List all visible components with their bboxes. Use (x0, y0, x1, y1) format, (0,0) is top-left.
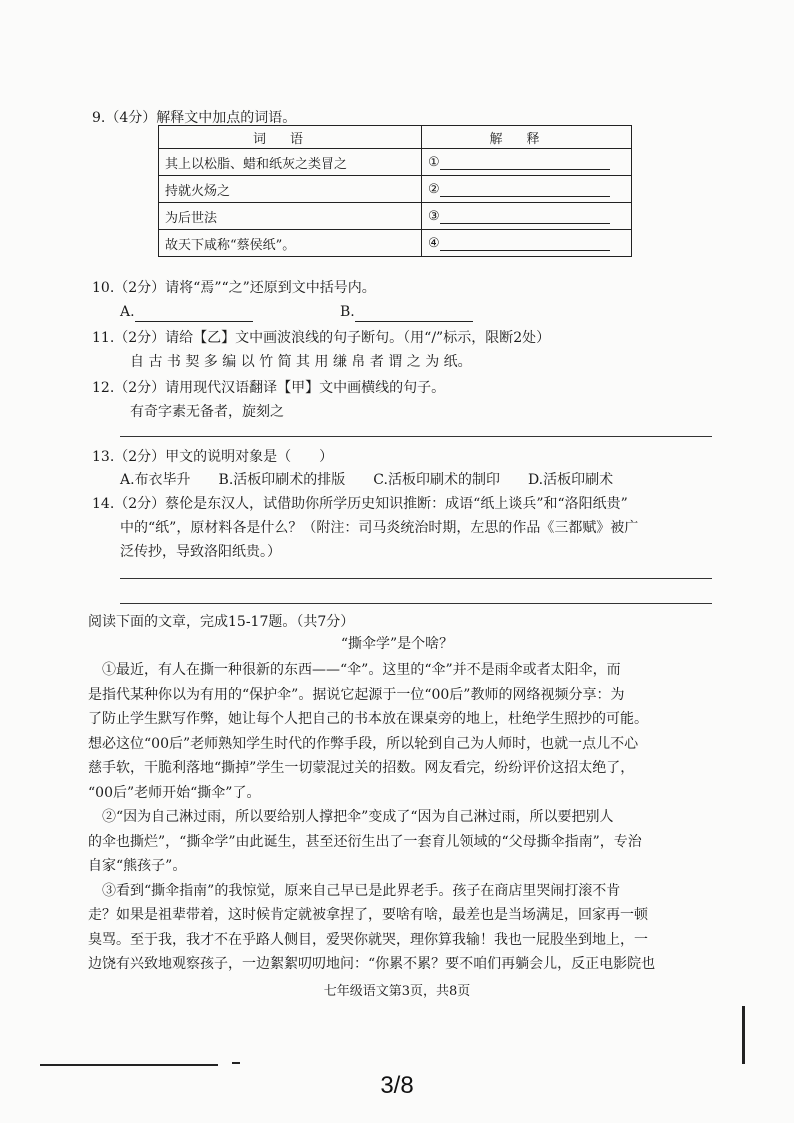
vocab-word: 故天下咸称“蔡侯纸”。 (159, 230, 422, 257)
reading-intro: 阅读下面的文章，完成15-17题。（共7分） (88, 614, 355, 630)
answer-blank[interactable] (440, 250, 610, 251)
vocab-answer (422, 230, 632, 257)
q11-label: 11.（2分）请给【乙】文中画波浪线的句子断句。（用“/”标示，限断2处） (92, 330, 551, 346)
scan-artifact-line (40, 1064, 218, 1066)
article-line: 是指代某种你以为有用的“保护伞”。据说它起源于一位“00后”教师的网络视频分享：为 (88, 686, 625, 703)
scan-artifact-edge (742, 1006, 745, 1064)
article-line: 慈手软，干脆利落地“撕掉”学生一切蒙混过关的招数。网友看完，纷纷评价这招太绝了， (88, 760, 635, 776)
answer-blank[interactable] (440, 169, 610, 170)
article-title: “撕伞学”是个啥？ (340, 636, 454, 652)
vocab-table (158, 125, 632, 257)
answer-number: ③ (428, 208, 440, 224)
q14-line1: 14.（2分）蔡伦是东汉人，试借助你所学历史知识推断：成语“纸上谈兵”和“洛阳纸贵” (92, 496, 628, 512)
vocab-row (159, 149, 632, 176)
answer-number: ① (428, 154, 440, 170)
q10-option-a (120, 302, 253, 322)
article-line: 臭骂。至于我，我才不在乎路人侧目，爱哭你就哭，理你算我输！我也一屁股坐到地上，一 (88, 931, 648, 948)
article-body (88, 658, 720, 977)
vocab-row (159, 176, 632, 203)
article-line: ①最近，有人在撕一种很新的东西——“伞”。这里的“伞”并不是雨伞或者太阳伞，而 (102, 662, 621, 678)
vocab-answer (422, 149, 632, 176)
header-explanation: 解释 (422, 126, 632, 149)
article-line: 自家“熊孩子”。 (88, 858, 187, 874)
answer-blank[interactable] (440, 223, 610, 224)
scan-artifact-dash (232, 1062, 240, 1064)
q14-answer-line-1[interactable] (120, 578, 712, 579)
option-a-blank[interactable] (135, 321, 253, 322)
answer-number: ② (428, 181, 440, 197)
article-line: 的伞也撕烂”，“撕伞学”由此诞生，甚至还衍生出了一套育儿领域的“父母撕伞指南”，专治 (88, 833, 642, 850)
q14-answer-line-2[interactable] (120, 603, 712, 604)
article-line: 边饶有兴致地观察孩子，一边絮絮叨叨地问：“你累不累？要不咱们再躺会儿，反正电影院也 (88, 956, 656, 972)
q13-options: A.布衣毕升 B.活板印刷术的排版 C.活板印刷术的制印 D.活板印刷术 (120, 472, 614, 488)
q11-sentence: 自 古 书 契 多 编 以 竹 简 其 用 缣 帛 者 谓 之 为 纸。 (130, 354, 472, 370)
vocab-word: 其上以松脂、蜡和纸灰之类冒之 (159, 149, 422, 176)
vocab-answer (422, 176, 632, 203)
q12-label: 12.（2分）请用现代汉语翻译【甲】文中画横线的句子。 (92, 380, 446, 396)
q10-option-b (340, 302, 473, 322)
answer-blank[interactable] (440, 196, 610, 197)
vocab-word: 为后世法 (159, 203, 422, 230)
article-line: 想必这位“00后”老师熟知学生时代的作弊手段，所以轮到自己为人师时，也就一点儿不心 (88, 735, 639, 752)
q14-line2: 中的“纸”，原材料各是什么？（附注：司马炎统治时期，左思的作品《三都赋》被广 (120, 520, 639, 536)
q10-label: 10.（2分）请将“焉”“之”还原到文中括号内。 (92, 280, 376, 296)
q9-label: 9.（4分）解释文中加点的词语。 (92, 110, 297, 126)
article-line: 了防止学生默写作弊，她让每个人把自己的书本放在课桌旁的地上，杜绝学生照抄的可能。 (88, 711, 648, 727)
vocab-header-row (159, 126, 632, 149)
q12-sentence: 有奇字素无备者，旋刻之 (130, 404, 284, 420)
vocab-row (159, 203, 632, 230)
q12-answer-line[interactable] (120, 436, 712, 437)
option-b-blank[interactable] (355, 321, 473, 322)
vocab-row (159, 230, 632, 257)
vocab-answer (422, 203, 632, 230)
page-indicator: 3/8 (380, 1072, 414, 1099)
option-a-label: A. (120, 304, 135, 320)
header-word: 词语 (159, 126, 422, 149)
answer-number: ④ (428, 235, 440, 251)
article-line: “00后”老师开始“撕伞”了。 (88, 784, 261, 801)
option-b-label: B. (340, 304, 355, 320)
page-footer: 七年级语文第3页，共8页 (323, 984, 471, 999)
article-line: ②“因为自己淋过雨，所以要给别人撑把伞”变成了“因为自己淋过雨，所以要把别人 (102, 809, 614, 825)
article-line: 走？如果是祖辈带着，这时候肯定就被拿捏了，要啥有啥，最差也是当场满足，回家再一顿 (88, 907, 648, 923)
article-line: ③看到“撕伞指南”的我惊觉，原来自己早已是此界老手。孩子在商店里哭闹打滚不肯 (102, 882, 621, 899)
q14-line3: 泛传抄，导致洛阳纸贵。） (120, 544, 281, 560)
q13-label: 13.（2分）甲文的说明对象是（ ） (92, 449, 334, 465)
vocab-word: 持就火炀之 (159, 176, 422, 203)
